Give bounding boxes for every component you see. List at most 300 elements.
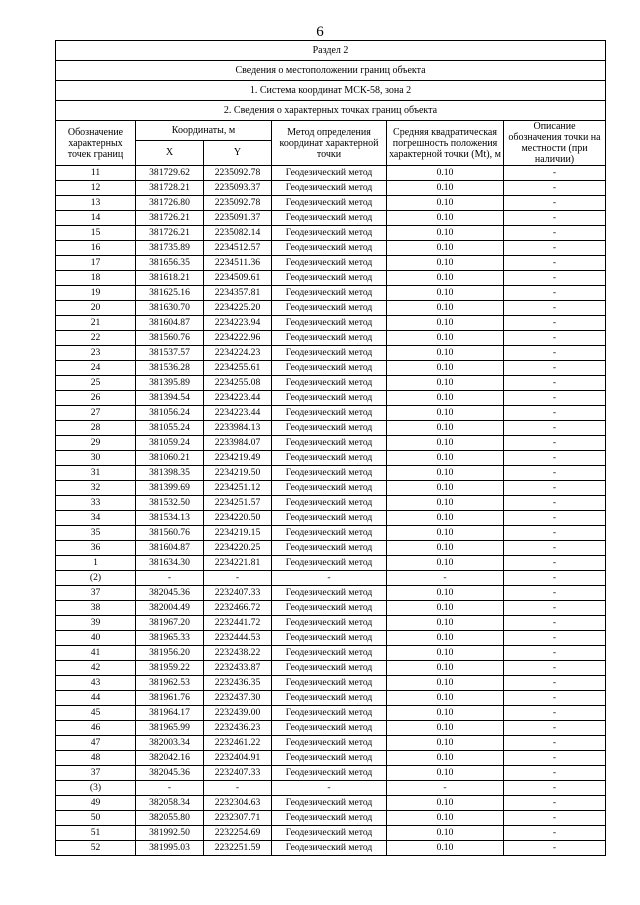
y-coord-cell: 2234219.49	[204, 451, 272, 466]
table-row	[56, 526, 606, 541]
method-cell: Геодезический метод	[272, 346, 387, 361]
accuracy-cell: 0.10	[387, 796, 504, 811]
accuracy-cell: 0.10	[387, 766, 504, 781]
col-header-description: Описание обозначения точки на местности (при наличии)	[504, 121, 606, 166]
point-id-cell: 39	[56, 616, 136, 631]
method-cell: Геодезический метод	[272, 271, 387, 286]
y-coord-cell: 2232251.59	[204, 841, 272, 856]
table-row	[56, 511, 606, 526]
y-coord-cell: 2234512.57	[204, 241, 272, 256]
method-cell: Геодезический метод	[272, 511, 387, 526]
method-cell: Геодезический метод	[272, 496, 387, 511]
x-coord-cell: 381630.70	[136, 301, 204, 316]
col-header-y: Y	[204, 140, 272, 165]
accuracy-cell: 0.10	[387, 346, 504, 361]
table-row	[56, 286, 606, 301]
description-cell: -	[504, 331, 606, 346]
table-row	[56, 721, 606, 736]
col-header-accuracy: Средняя квадратическая погрешность положения характерной точки (Mt), м	[387, 121, 504, 166]
x-coord-cell: 381964.17	[136, 706, 204, 721]
point-id-cell: 33	[56, 496, 136, 511]
method-cell: Геодезический метод	[272, 406, 387, 421]
method-cell: Геодезический метод	[272, 796, 387, 811]
accuracy-cell: 0.10	[387, 376, 504, 391]
point-id-cell: 51	[56, 826, 136, 841]
table-row	[56, 346, 606, 361]
point-id-cell: 37	[56, 766, 136, 781]
accuracy-cell: -	[387, 781, 504, 796]
description-cell: -	[504, 406, 606, 421]
accuracy-cell: -	[387, 571, 504, 586]
description-cell: -	[504, 841, 606, 856]
point-id-cell: 27	[56, 406, 136, 421]
accuracy-cell: 0.10	[387, 436, 504, 451]
accuracy-cell: 0.10	[387, 271, 504, 286]
y-coord-cell: 2234225.20	[204, 301, 272, 316]
x-coord-cell: 381395.89	[136, 376, 204, 391]
y-coord-cell: 2235092.78	[204, 166, 272, 181]
method-cell: Геодезический метод	[272, 556, 387, 571]
method-cell: Геодезический метод	[272, 766, 387, 781]
x-coord-cell: 381726.21	[136, 226, 204, 241]
accuracy-cell: 0.10	[387, 631, 504, 646]
method-cell: Геодезический метод	[272, 241, 387, 256]
y-coord-cell: 2234223.94	[204, 316, 272, 331]
method-cell: Геодезический метод	[272, 646, 387, 661]
y-coord-cell: 2232436.23	[204, 721, 272, 736]
accuracy-cell: 0.10	[387, 391, 504, 406]
x-coord-cell: 381399.69	[136, 481, 204, 496]
point-id-cell: 22	[56, 331, 136, 346]
point-id-cell: 48	[56, 751, 136, 766]
accuracy-cell: 0.10	[387, 661, 504, 676]
method-cell: Геодезический метод	[272, 436, 387, 451]
method-cell: Геодезический метод	[272, 691, 387, 706]
description-cell: -	[504, 766, 606, 781]
method-cell: Геодезический метод	[272, 421, 387, 436]
table-row	[56, 466, 606, 481]
x-coord-cell: 381625.16	[136, 286, 204, 301]
x-coord-cell: 382045.36	[136, 586, 204, 601]
accuracy-cell: 0.10	[387, 511, 504, 526]
table-row	[56, 481, 606, 496]
accuracy-cell: 0.10	[387, 601, 504, 616]
description-cell: -	[504, 736, 606, 751]
description-cell: -	[504, 301, 606, 316]
accuracy-cell: 0.10	[387, 166, 504, 181]
y-coord-cell: 2232439.00	[204, 706, 272, 721]
x-coord-cell: -	[136, 571, 204, 586]
table-row	[56, 766, 606, 781]
x-coord-cell: 381729.62	[136, 166, 204, 181]
accuracy-cell: 0.10	[387, 691, 504, 706]
x-coord-cell: 382003.34	[136, 736, 204, 751]
point-id-cell: 46	[56, 721, 136, 736]
description-cell: -	[504, 346, 606, 361]
y-coord-cell: 2232304.63	[204, 796, 272, 811]
table-row	[56, 166, 606, 181]
table-row	[56, 376, 606, 391]
table-row	[56, 811, 606, 826]
x-coord-cell: 382045.36	[136, 766, 204, 781]
point-id-cell: 44	[56, 691, 136, 706]
description-cell: -	[504, 751, 606, 766]
y-coord-cell: 2232407.33	[204, 586, 272, 601]
table-row	[56, 631, 606, 646]
method-cell: Геодезический метод	[272, 706, 387, 721]
method-cell: Геодезический метод	[272, 391, 387, 406]
x-coord-cell: 381618.21	[136, 271, 204, 286]
point-id-cell: 16	[56, 241, 136, 256]
accuracy-cell: 0.10	[387, 526, 504, 541]
method-cell: Геодезический метод	[272, 721, 387, 736]
table-row	[56, 436, 606, 451]
col-header-coordinates: Координаты, м	[136, 121, 272, 141]
accuracy-cell: 0.10	[387, 361, 504, 376]
method-cell: Геодезический метод	[272, 751, 387, 766]
section-title: Раздел 2	[56, 41, 606, 61]
x-coord-cell: 381992.50	[136, 826, 204, 841]
section-subtitle-row	[56, 61, 606, 81]
x-coord-cell: 381394.54	[136, 391, 204, 406]
table-row	[56, 406, 606, 421]
table-row	[56, 736, 606, 751]
accuracy-cell: 0.10	[387, 676, 504, 691]
method-cell: Геодезический метод	[272, 601, 387, 616]
description-cell: -	[504, 631, 606, 646]
y-coord-cell: 2235082.14	[204, 226, 272, 241]
point-id-cell: 32	[56, 481, 136, 496]
accuracy-cell: 0.10	[387, 301, 504, 316]
description-cell: -	[504, 496, 606, 511]
method-cell: Геодезический метод	[272, 811, 387, 826]
accuracy-cell: 0.10	[387, 736, 504, 751]
y-coord-cell: 2232466.72	[204, 601, 272, 616]
y-coord-cell: 2232404.91	[204, 751, 272, 766]
method-cell: Геодезический метод	[272, 841, 387, 856]
table-row	[56, 796, 606, 811]
description-cell: -	[504, 826, 606, 841]
description-cell: -	[504, 241, 606, 256]
accuracy-cell: 0.10	[387, 211, 504, 226]
table-row	[56, 556, 606, 571]
table-row	[56, 826, 606, 841]
y-coord-cell: 2234251.12	[204, 481, 272, 496]
table-row	[56, 586, 606, 601]
x-coord-cell: 381961.76	[136, 691, 204, 706]
table-row	[56, 781, 606, 796]
y-coord-cell: 2232254.69	[204, 826, 272, 841]
y-coord-cell: 2234357.81	[204, 286, 272, 301]
point-id-cell: 50	[56, 811, 136, 826]
points-title: 2. Сведения о характерных точках границ объекта	[56, 101, 606, 121]
accuracy-cell: 0.10	[387, 421, 504, 436]
y-coord-cell: 2234509.61	[204, 271, 272, 286]
table-row	[56, 691, 606, 706]
column-header-row-1	[56, 121, 606, 141]
point-id-cell: 21	[56, 316, 136, 331]
accuracy-cell: 0.10	[387, 406, 504, 421]
accuracy-cell: 0.10	[387, 616, 504, 631]
method-cell: Геодезический метод	[272, 166, 387, 181]
method-cell: Геодезический метод	[272, 301, 387, 316]
y-coord-cell: 2234251.57	[204, 496, 272, 511]
accuracy-cell: 0.10	[387, 196, 504, 211]
point-id-cell: 19	[56, 286, 136, 301]
point-id-cell: 38	[56, 601, 136, 616]
x-coord-cell: 381995.03	[136, 841, 204, 856]
point-id-cell: 31	[56, 466, 136, 481]
point-id-cell: 42	[56, 661, 136, 676]
description-cell: -	[504, 526, 606, 541]
col-header-method: Метод определения координат характерной точки	[272, 121, 387, 166]
method-cell: Геодезический метод	[272, 376, 387, 391]
y-coord-cell: 2235093.37	[204, 181, 272, 196]
method-cell: Геодезический метод	[272, 316, 387, 331]
description-cell: -	[504, 376, 606, 391]
accuracy-cell: 0.10	[387, 466, 504, 481]
y-coord-cell: 2232437.30	[204, 691, 272, 706]
x-coord-cell: 381959.22	[136, 661, 204, 676]
point-id-cell: 14	[56, 211, 136, 226]
accuracy-cell: 0.10	[387, 181, 504, 196]
x-coord-cell: 381532.50	[136, 496, 204, 511]
x-coord-cell: 381056.24	[136, 406, 204, 421]
table-body	[56, 41, 606, 856]
y-coord-cell: 2234220.25	[204, 541, 272, 556]
y-coord-cell: 2234511.36	[204, 256, 272, 271]
x-coord-cell: 382042.16	[136, 751, 204, 766]
section-title-row	[56, 41, 606, 61]
y-coord-cell: 2232444.53	[204, 631, 272, 646]
description-cell: -	[504, 391, 606, 406]
description-cell: -	[504, 436, 606, 451]
point-id-cell: 13	[56, 196, 136, 211]
table-row	[56, 361, 606, 376]
point-id-cell: 49	[56, 796, 136, 811]
description-cell: -	[504, 556, 606, 571]
point-id-cell: 40	[56, 631, 136, 646]
x-coord-cell: 381560.76	[136, 526, 204, 541]
y-coord-cell: 2234222.96	[204, 331, 272, 346]
x-coord-cell: 381735.89	[136, 241, 204, 256]
description-cell: -	[504, 466, 606, 481]
section-subtitle: Сведения о местоположении границ объекта	[56, 61, 606, 81]
y-coord-cell: 2233984.13	[204, 421, 272, 436]
y-coord-cell: 2235092.78	[204, 196, 272, 211]
table-row	[56, 196, 606, 211]
method-cell: Геодезический метод	[272, 586, 387, 601]
method-cell: Геодезический метод	[272, 826, 387, 841]
y-coord-cell: -	[204, 571, 272, 586]
x-coord-cell: 381060.21	[136, 451, 204, 466]
method-cell: Геодезический метод	[272, 196, 387, 211]
y-coord-cell: 2235091.37	[204, 211, 272, 226]
y-coord-cell: 2234221.81	[204, 556, 272, 571]
table-row	[56, 391, 606, 406]
x-coord-cell: 381398.35	[136, 466, 204, 481]
y-coord-cell: 2232441.72	[204, 616, 272, 631]
accuracy-cell: 0.10	[387, 286, 504, 301]
description-cell: -	[504, 646, 606, 661]
table-row	[56, 241, 606, 256]
table-row	[56, 676, 606, 691]
y-coord-cell: 2234223.44	[204, 391, 272, 406]
accuracy-cell: 0.10	[387, 646, 504, 661]
point-id-cell: 34	[56, 511, 136, 526]
description-cell: -	[504, 196, 606, 211]
point-id-cell: 28	[56, 421, 136, 436]
col-header-designation: Обозначение характерных точек границ	[56, 121, 136, 166]
x-coord-cell: 382004.49	[136, 601, 204, 616]
description-cell: -	[504, 781, 606, 796]
x-coord-cell: 381656.35	[136, 256, 204, 271]
x-coord-cell: 381967.20	[136, 616, 204, 631]
method-cell: Геодезический метод	[272, 616, 387, 631]
point-id-cell: 45	[56, 706, 136, 721]
x-coord-cell: 381956.20	[136, 646, 204, 661]
description-cell: -	[504, 181, 606, 196]
point-id-cell: 41	[56, 646, 136, 661]
point-id-cell: 18	[56, 271, 136, 286]
method-cell: Геодезический метод	[272, 361, 387, 376]
point-id-cell: 1	[56, 556, 136, 571]
table-row	[56, 841, 606, 856]
accuracy-cell: 0.10	[387, 586, 504, 601]
x-coord-cell: 381604.87	[136, 316, 204, 331]
y-coord-cell: 2234220.50	[204, 511, 272, 526]
method-cell: Геодезический метод	[272, 631, 387, 646]
table-row	[56, 706, 606, 721]
table-row	[56, 751, 606, 766]
method-cell: Геодезический метод	[272, 736, 387, 751]
description-cell: -	[504, 661, 606, 676]
method-cell: Геодезический метод	[272, 256, 387, 271]
accuracy-cell: 0.10	[387, 826, 504, 841]
table-row	[56, 331, 606, 346]
accuracy-cell: 0.10	[387, 331, 504, 346]
description-cell: -	[504, 811, 606, 826]
method-cell: Геодезический метод	[272, 451, 387, 466]
description-cell: -	[504, 586, 606, 601]
table-row	[56, 451, 606, 466]
point-id-cell: 43	[56, 676, 136, 691]
x-coord-cell: 381536.28	[136, 361, 204, 376]
description-cell: -	[504, 481, 606, 496]
point-id-cell: 52	[56, 841, 136, 856]
table-row	[56, 616, 606, 631]
accuracy-cell: 0.10	[387, 496, 504, 511]
table-row	[56, 496, 606, 511]
description-cell: -	[504, 271, 606, 286]
point-id-cell: 24	[56, 361, 136, 376]
x-coord-cell: 381604.87	[136, 541, 204, 556]
description-cell: -	[504, 676, 606, 691]
boundary-points-table	[55, 40, 606, 856]
x-coord-cell: 382058.34	[136, 796, 204, 811]
description-cell: -	[504, 421, 606, 436]
method-cell: Геодезический метод	[272, 286, 387, 301]
method-cell: Геодезический метод	[272, 526, 387, 541]
accuracy-cell: 0.10	[387, 451, 504, 466]
accuracy-cell: 0.10	[387, 316, 504, 331]
description-cell: -	[504, 721, 606, 736]
x-coord-cell: 381965.99	[136, 721, 204, 736]
description-cell: -	[504, 211, 606, 226]
method-cell: Геодезический метод	[272, 481, 387, 496]
y-coord-cell: 2232307.71	[204, 811, 272, 826]
method-cell: Геодезический метод	[272, 211, 387, 226]
point-id-cell: 36	[56, 541, 136, 556]
description-cell: -	[504, 166, 606, 181]
point-id-cell: 17	[56, 256, 136, 271]
method-cell: Геодезический метод	[272, 541, 387, 556]
accuracy-cell: 0.10	[387, 256, 504, 271]
table-row	[56, 571, 606, 586]
point-id-cell: 29	[56, 436, 136, 451]
accuracy-cell: 0.10	[387, 841, 504, 856]
points-title-row	[56, 101, 606, 121]
table-row	[56, 601, 606, 616]
accuracy-cell: 0.10	[387, 751, 504, 766]
table-row	[56, 226, 606, 241]
method-cell: -	[272, 571, 387, 586]
table-row	[56, 661, 606, 676]
x-coord-cell: 381965.33	[136, 631, 204, 646]
x-coord-cell: 381726.21	[136, 211, 204, 226]
accuracy-cell: 0.10	[387, 241, 504, 256]
x-coord-cell: 381059.24	[136, 436, 204, 451]
accuracy-cell: 0.10	[387, 811, 504, 826]
description-cell: -	[504, 226, 606, 241]
point-id-cell: 23	[56, 346, 136, 361]
description-cell: -	[504, 616, 606, 631]
description-cell: -	[504, 691, 606, 706]
col-header-x: X	[136, 140, 204, 165]
description-cell: -	[504, 706, 606, 721]
y-coord-cell: 2232438.22	[204, 646, 272, 661]
method-cell: Геодезический метод	[272, 226, 387, 241]
point-id-cell: 25	[56, 376, 136, 391]
accuracy-cell: 0.10	[387, 541, 504, 556]
y-coord-cell: 2234255.08	[204, 376, 272, 391]
y-coord-cell: 2234255.61	[204, 361, 272, 376]
accuracy-cell: 0.10	[387, 226, 504, 241]
y-coord-cell: 2232433.87	[204, 661, 272, 676]
table-row	[56, 316, 606, 331]
coord-system-title: 1. Система координат МСК-58, зона 2	[56, 81, 606, 101]
description-cell: -	[504, 601, 606, 616]
y-coord-cell: 2232436.35	[204, 676, 272, 691]
x-coord-cell: 382055.80	[136, 811, 204, 826]
point-id-cell: 35	[56, 526, 136, 541]
x-coord-cell: 381534.13	[136, 511, 204, 526]
point-id-cell: 20	[56, 301, 136, 316]
coord-system-row	[56, 81, 606, 101]
method-cell: Геодезический метод	[272, 661, 387, 676]
table-row	[56, 301, 606, 316]
method-cell: -	[272, 781, 387, 796]
x-coord-cell: 381728.21	[136, 181, 204, 196]
point-id-cell: 30	[56, 451, 136, 466]
description-cell: -	[504, 796, 606, 811]
description-cell: -	[504, 541, 606, 556]
description-cell: -	[504, 286, 606, 301]
point-id-cell: 15	[56, 226, 136, 241]
x-coord-cell: -	[136, 781, 204, 796]
x-coord-cell: 381962.53	[136, 676, 204, 691]
point-id-cell: (3)	[56, 781, 136, 796]
